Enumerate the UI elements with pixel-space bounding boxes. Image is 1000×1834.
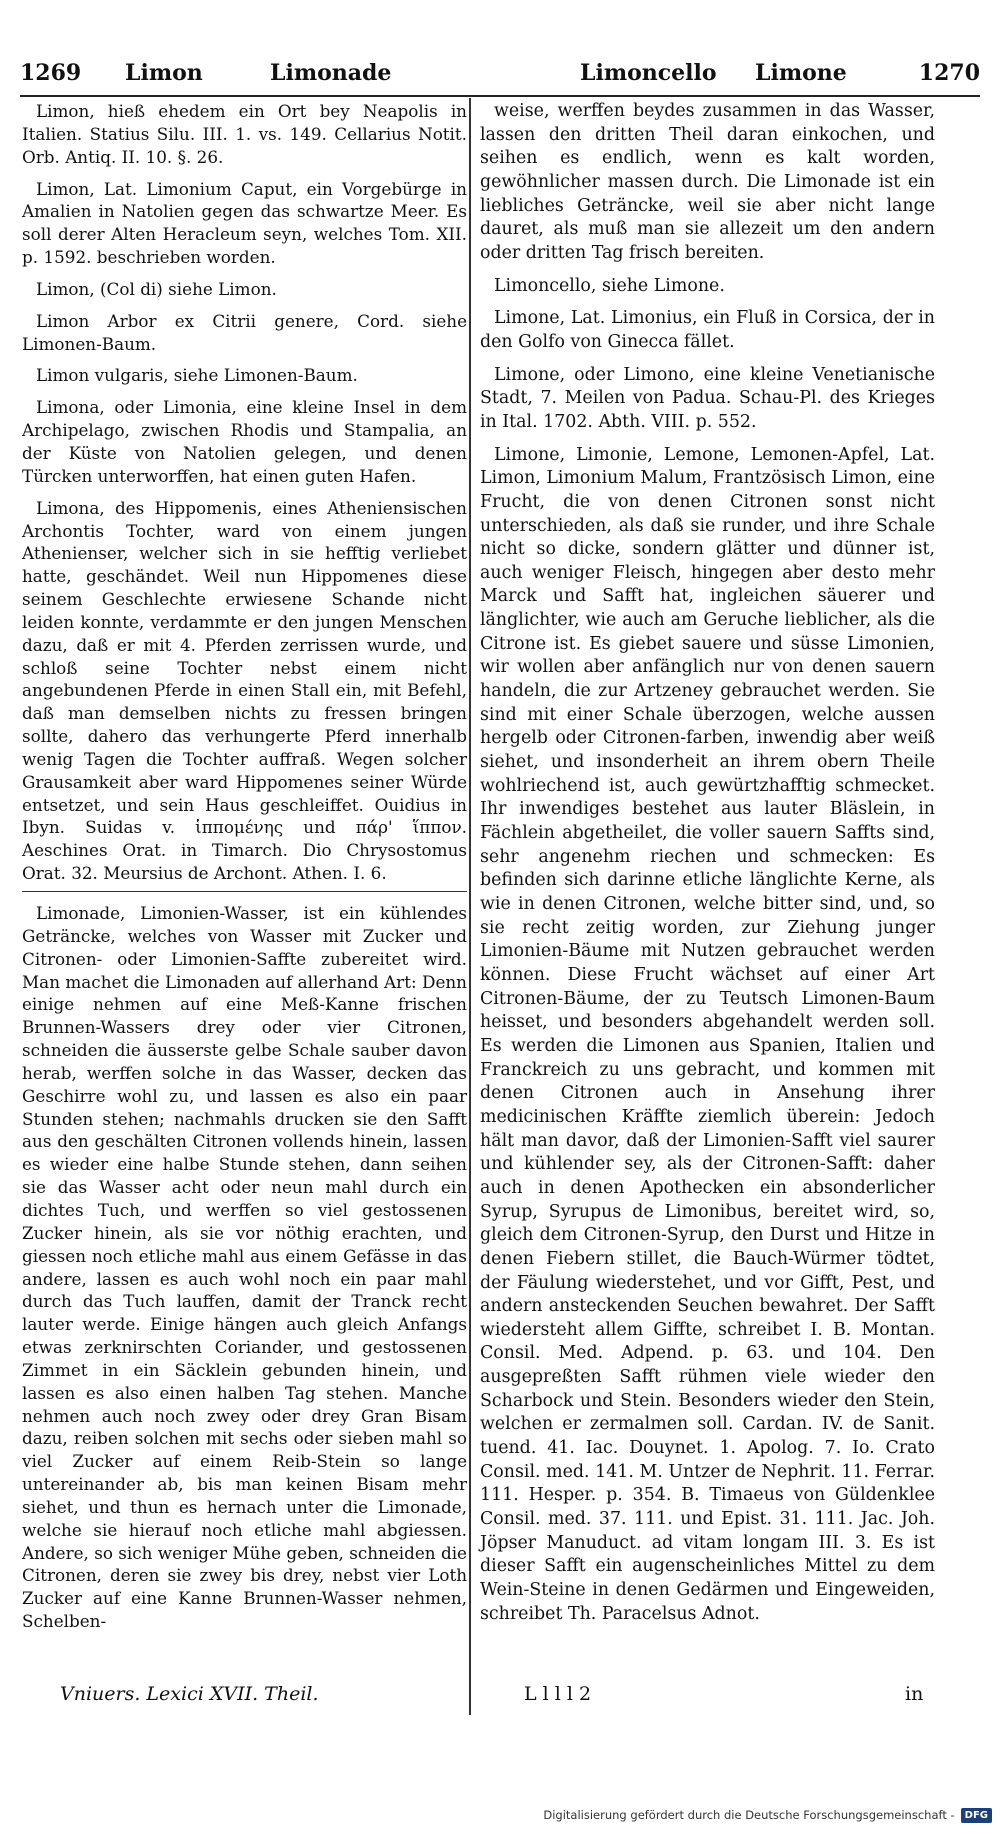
entry-limona-island: Limona, oder Limonia, eine kleine Insel in dem Archipelago, zwischen Rhodis und Stampalia, an der Küste von Natolien gelegen, und denen Türcken unterworffen, hat einen guten Hafen. <box>22 397 467 486</box>
dfg-logo: DFG <box>961 1808 992 1823</box>
entry-limoncello: Limoncello, siehe Limone. <box>494 275 725 296</box>
entry-limona-hippomenis: Limona, des Hippomenis, eines Atheniensischen Archontis Tochter, ward von einem jungen Athenienser, welcher sich in sie hefftig verliebet hatte, geschändet. Weil nun Hippomenes diese seinem Geschlechte erwiesene Schande nicht leiden konnte, verdammte er den jungen Menschen dazu, daß er mit 4. Pferden zerrissen wurde, und schloß seine Tochter nebst einem nicht angebundenen Pferde in einen Stall ein, mit Befehl, daß man demselben nichts zu fressen bringen sollte, dahero das verhungerte Pferd innerhalb wenig Tagen die Tochter auffraß. Wegen solcher Grausamkeit aber ward Hippomenes seiner Würde entsetzet, und sein Haus geschleiffet. Ouidius in Ibyn. Suidas v. ἱππομένης und πάρ' ἵππον. Aeschines Orat. in Timarch. Dio Chrysostomus Orat. 32. Meursius de Archont. Athen. I. 6. <box>22 497 467 892</box>
entry-limone-fruit: Limone, Limonie, Lemone, Lemonen-Apfel, Lat. Limon, Limonium Malum, Frantzösisch Limon, eine Frucht, die von denen Citronen sonst nicht unterschieden, als daß sie runder, und ihre Schale nicht so dicke, sondern glätter und dünner ist, auch weniger Fleisch, hingegen aber desto mehr Marck und Safft hat, ingleichen säuerer und länglichter, wie auch am Geruche lieblicher, als die Citrone ist. Es giebet sauere und süsse Limonien, wir wollen aber anfänglich nur von denen sauern handeln, die zur Artzeney gebrauchet werden. Sie sind mit einer Schale überzogen, welche aussen hergelb oder Citronen-farben, inwendig aber weiß siehet, und insonderheit an ihrem obern Theile wohlriechend ist, auch gewürtzhafftig schmecket. Ihr inwendiges bestehet aus lauter Bläslein, in Fächlein abgetheilet, die voller sauern Saffts sind, sehr angenehm riechen und schmecken: Es befinden sich darinne etliche länglichte Kerne, als wie in denen Citronen, welche bitter sind, und, so sie recht zeitig worden, zur Ziehung junger Limonien-Bäume mit Nutzen gebrauchet werden können. Diese Frucht wächset auf einer Art Citronen-Bäume, der zu Teutsch Limonen-Baum heisset, und besonders abgehandelt werden soll. Es werden die Limonen aus Spanien, Italien und Franckreich zu uns gebracht, und kommen mit denen Citronen auch in Ansehung ihrer medicinischen Kräffte ziemlich überein: Jedoch hält man davor, daß der Limonien-Safft viel saurer und kühlender sey, als der Citronen-Safft: daher auch in denen Apothecken ein absonderlicher Syrup, Syrupus de Limonibus, bereitet wird, so, gleich dem Citronen-Syrup, den Durst und Hitze in denen Fiebern stillet, die Bauch-Würmer tödtet, der Fäulung wiederstehet, und vor Gifft, Pest, und andern ansteckenden Seuchen bewahret. Der Safft wiedersteht allem Giffte, schreibet I. B. Montan. Consil. Med. Adpend. p. 63. und 104. Den ausgepreßten Safft rühmen viele wieder den Scharbock und Stein. Besonders wieder den Stein, welchen er zermalmen soll. Cardan. IV. de Sanit. tuend. 41. Iac. Douynet. 1. Apolog. 7. Io. Crato Consil. med. 141. M. Untzer de Nephrit. 11. Ferrar. 111. Hesper. p. 354. B. Timaeus von Güldenklee Consil. med. 37. 111. und Epist. 31. 111. Jac. Joh. Jöpser Manuduct. ad vitam longam III. 3. Es ist dieser Safft ein augenscheinliches Mittel zu dem Wein-Steine in denen Gedärmen und Eingeweiden, schreibet Th. Paracelsus Adnot. <box>480 444 935 1624</box>
left-catchword-1: Limon <box>125 60 203 86</box>
right-catchword-2: Limone <box>755 60 847 86</box>
left-page-number: 1269 <box>20 60 82 86</box>
right-catchword-1: Limoncello <box>580 60 717 86</box>
left-column <box>22 100 467 1642</box>
catchword: in <box>905 1683 924 1705</box>
entry-limon-2: Limon, Lat. Limonium Caput, ein Vorgebürge in Amalien in Natolien gegen das schwartze Meer. Es soll derer Alten Heracleum seyn, welches Tom. XII. p. 1592. beschrieben worden. <box>22 178 467 268</box>
digitization-text: Digitalisierung gefördert durch die Deutsche Forschungsgemeinschaft - <box>543 1808 955 1822</box>
running-header <box>20 60 980 96</box>
entry-limone-town: Limone, oder Limono, eine kleine Venetianische Stadt, 7. Meilen von Padua. Schau-Pl. des Krieges in Ital. 1702. Abth. VIII. p. 552. <box>480 364 935 432</box>
right-column <box>480 100 935 1635</box>
volume-signature: Vniuers. Lexici XVII. Theil. <box>60 1683 319 1705</box>
entry-limon-vulgaris: Limon vulgaris, siehe Limonen-Baum. <box>36 365 358 386</box>
column-divider <box>469 98 471 1715</box>
digitization-notice <box>543 1804 992 1826</box>
entry-limon-1: Limon, hieß ehedem ein Ort bey Neapolis in Italien. Statius Silu. III. 1. vs. 149. Cellarius Notit. Orb. Antiq. II. 10. §. 26. <box>22 101 467 167</box>
entry-limonade: Limonade, Limonien-Wasser, ist ein kühlendes Geträncke, welches von Wasser mit Zucker und Citronen- oder Limonien-Saffte zubereitet wird. Man machet die Limonaden auf allerhand Art: Denn einige nehmen auf eine Meß-Kanne frischen Brunnen-Wassers drey oder vier Citronen, schneiden die äusserste gelbe Schale sauber davon herab, werffen solche in das Wasser, decken das Geschirre wohl zu, und lassen es also ein paar Stunden stehen; nachmahls drucken sie den Safft aus den geschälten Citronen vollends hinein, lassen es wieder eine halbe Stunde stehen, dann seihen sie das Wasser acht oder neun mahl durch ein dichtes Tuch, und werffen so viel gestossenen Zucker hinein, als sie vor nöthig erachten, und giessen noch etliche mahl aus einem Gefässe in das andere, lassen es auch wohl noch ein paar mahl durch das Tuch lauffen, damit der Tranck recht lauter werde. Einige hängen auch gleich Anfangs etwas zerknirschten Coriander, und gestossenen Zimmet in ein Säcklein gebunden hinein, und lassen es also einen halben Tag stehen. Manche nehmen auch noch zwey oder drey Gran Bisam dazu, reiben solchen mit sechs oder sieben mahl so viel Zucker auf einem Reib-Stein so lange untereinander ab, bis man keinen Bisam mehr siehet, und thun es hernach unter die Limonade, welche sie hierauf noch etliche mahl abgiessen. Andere, so sich weniger Mühe geben, schneiden die Citronen, deren sie zwey bis drey, nebst vier Loth Zucker auf eine Kanne Brunnen-Wasser nehmen, Schelben- <box>22 903 467 1632</box>
entry-limon-col-di: Limon, (Col di) siehe Limon. <box>36 278 277 299</box>
entry-limone-river: Limone, Lat. Limonius, ein Fluß in Corsica, der in den Golfo von Ginecca fället. <box>480 308 935 352</box>
entry-limon-arbor: Limon Arbor ex Citrii genere, Cord. siehe Limonen-Baum. <box>22 310 467 354</box>
entry-limonade-cont: weise, werffen beydes zusammen in das Wasser, lassen den dritten Theil daran einkochen, und seihen es endlich, wenn es kalt worden, gewöhnlicher massen durch. Die Limonade ist ein liebliches Geträncke, weil sie aber nicht lange dauret, als muß man sie allezeit um den andern oder dritten Tag frisch bereiten. <box>480 101 935 263</box>
right-page-number: 1270 <box>918 60 980 86</box>
left-catchword-2: Limonade <box>270 60 392 86</box>
sheet-mark: L l l l 2 <box>524 1683 592 1705</box>
header-rule <box>20 95 980 97</box>
